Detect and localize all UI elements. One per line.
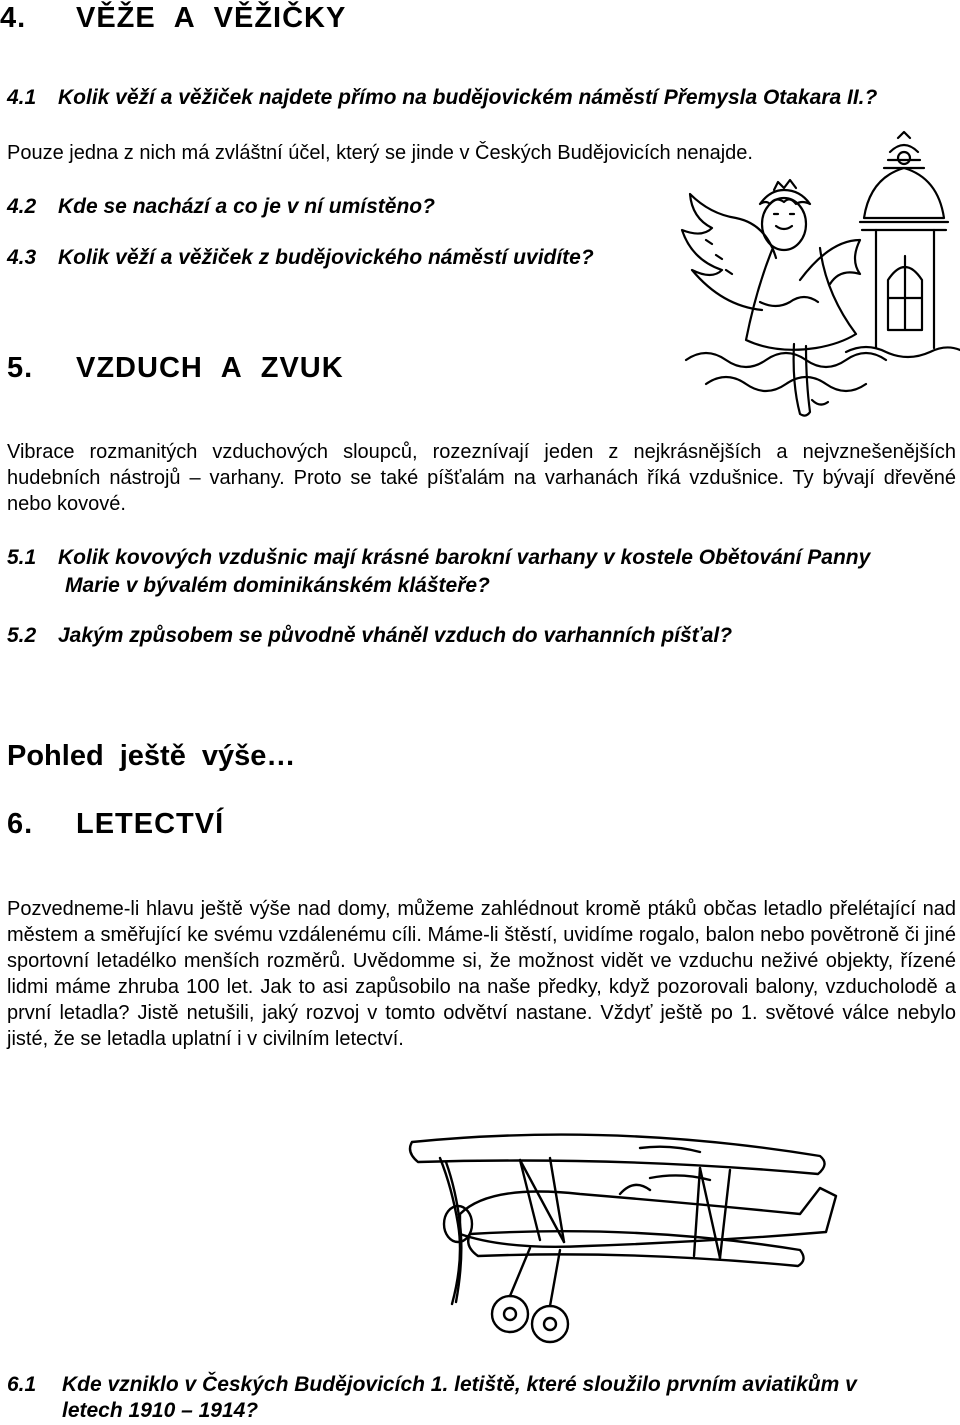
question-number: 5.1 <box>7 546 37 569</box>
section-number: 5. <box>7 352 34 384</box>
note-text: Pouze jedna z nich má zvláštní účel, který se jinde v Českých Budějovicích nenajde. <box>7 142 753 164</box>
question-text-line-2: Marie v bývalém dominikánském klášteře? <box>65 574 490 597</box>
question-number: 4.2 <box>7 195 37 218</box>
question-number: 4.3 <box>7 246 37 269</box>
section-4-heading <box>0 2 346 35</box>
paragraph-text: Vibrace rozmanitých vzduchových sloupců, rozeznívají jeden z nejkrásnějších a nejvznešenějších hudebních nástrojů – varhany. Proto se také píšťalám na varhanách říká vzdušnice. Ty bývají dřevěné nebo kovové. <box>7 441 956 515</box>
section-5-heading <box>7 352 344 385</box>
question-6-1 <box>7 1373 959 1425</box>
section-number: 4. <box>0 2 27 34</box>
angel-tower-illustration <box>676 130 960 426</box>
view-heading: Pohled ještě výše… <box>7 740 296 772</box>
section-title: VZDUCH A ZVUK <box>76 352 344 384</box>
question-4-1 <box>7 86 957 114</box>
biplane-illustration <box>400 1118 840 1348</box>
question-text-line-2: letech 1910 – 1914? <box>62 1399 259 1422</box>
question-5-2 <box>7 624 907 652</box>
paragraph-text: Pozvedneme-li hlavu ještě výše nad domy, můžeme zahlédnout kromě ptáků občas letadlo přelétající nad městem a směřující ke svému vzdálenému cíli. Máme-li štěstí, uvidíme rogalo, balon nebo povětroně či jiné sportovní letadélko menších rozměrů. Uvědomme si, že možnost vidět ve vzduchu neživé objekty, řízené lidmi máme zhruba 100 let. Jak to asi zapůsobilo na naše předky, když pozorovali balony, vzducholodě a první letadla? Jistě netušili, jaký rozvoj v tomto odvětví nastane. Vždyť ještě po 1. světové válce nebylo jisté, že se letadla uplatní i v civilním letectví. <box>7 898 956 1050</box>
question-number: 5.2 <box>7 624 37 647</box>
section-title: LETECTVÍ <box>76 808 225 840</box>
question-number: 6.1 <box>7 1373 37 1396</box>
section-5-paragraph <box>7 439 956 517</box>
section-title: VĚŽE A VĚŽIČKY <box>76 2 347 34</box>
question-text: Kolik věží a věžiček najdete přímo na budějovickém náměstí Přemysla Otakara II.? <box>58 86 878 109</box>
question-text: Jakým způsobem se původně vháněl vzduch do varhanních píšťal? <box>58 624 733 647</box>
question-number: 4.1 <box>7 86 37 109</box>
question-5-1 <box>7 546 959 602</box>
question-text: Kde vzniklo v Českých Budějovicích 1. letiště, které sloužilo prvním aviatikům v <box>62 1373 857 1396</box>
question-text: Kolik kovových vzdušnic mají krásné barokní varhany v kostele Obětování Panny <box>58 546 871 569</box>
question-4-2 <box>7 195 707 223</box>
question-4-3 <box>7 246 707 274</box>
section-number: 6. <box>7 808 34 840</box>
section-6-heading <box>7 808 224 841</box>
section-6-paragraph <box>7 896 956 1052</box>
question-text: Kde se nachází a co je v ní umístěno? <box>58 195 435 218</box>
question-text: Kolik věží a věžiček z budějovického náměstí uvidíte? <box>58 246 594 269</box>
